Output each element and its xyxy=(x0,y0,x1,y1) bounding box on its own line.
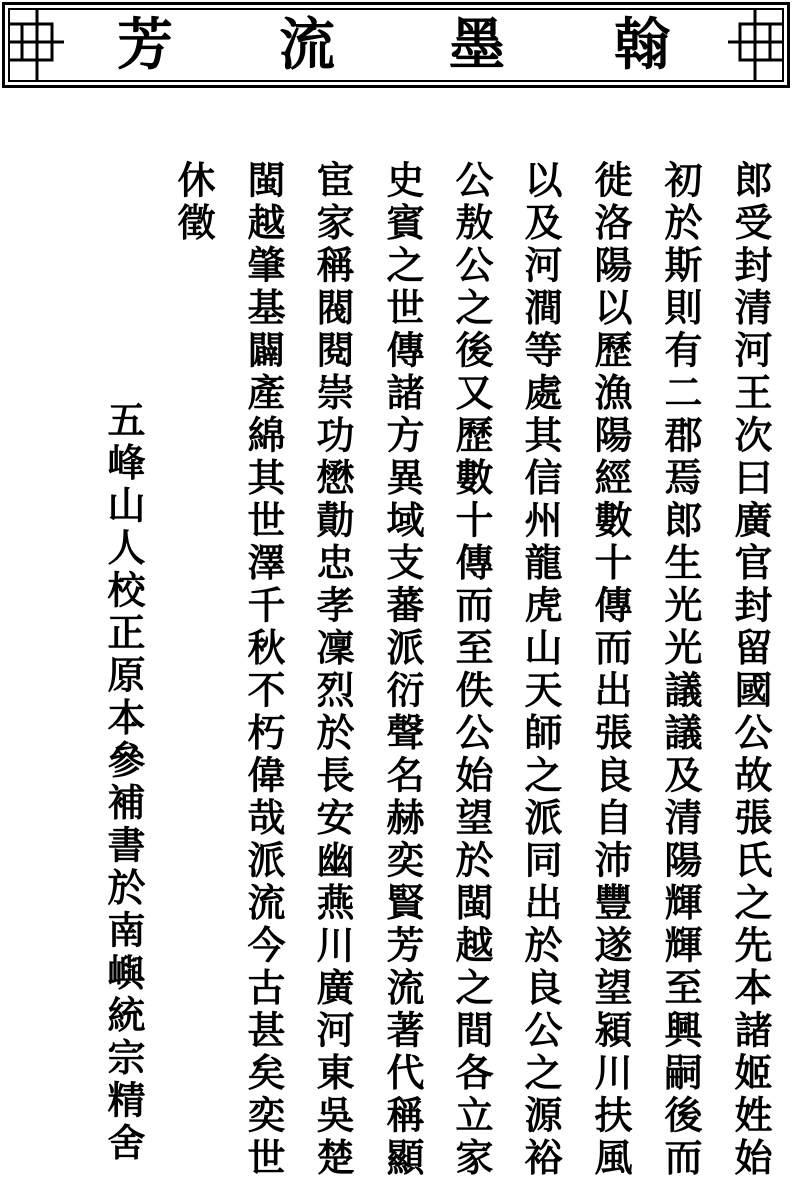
title-char-3: 墨 xyxy=(449,12,505,78)
text-column-9: 休徵 xyxy=(171,160,216,245)
title-char-4: 翰 xyxy=(614,12,670,78)
header-banner xyxy=(2,2,790,88)
colophon-note: 五峰山人校正原本參補書於南嶼統宗精舍 xyxy=(101,400,146,1165)
text-column-8: 閩越肇基闢產綿其世澤千秋不朽偉哉派流今古甚矣奕世 xyxy=(241,160,286,1180)
title-char-2: 流 xyxy=(279,12,335,78)
text-column-5: 公敖公之後又歷數十傳而至佚公始望於閩越之間各立家 xyxy=(449,160,494,1180)
text-column-4: 以及河澗等處其信州龍虎山天師之派同出於良公之源裕 xyxy=(518,160,563,1180)
title-char-1: 芳 xyxy=(117,12,173,78)
text-column-3: 徙洛陽以歷漁陽經數十傳而出張良自沛豐遂望潁川扶風 xyxy=(588,160,633,1180)
text-column-6: 史賓之世傳諸方異域支蕃派衍聲名赫奕賢芳流著代稱顯 xyxy=(380,160,425,1180)
right-fret-ornament xyxy=(728,10,782,80)
text-column-1: 郎受封清河王次曰廣官封留國公故張氏之先本諸姬姓始 xyxy=(728,160,773,1180)
left-fret-ornament xyxy=(10,10,64,80)
text-column-2: 初於斯則有二郡焉郎生光光議議及清陽輝輝至興嗣後而 xyxy=(658,160,703,1180)
text-column-7: 宦家稱閥閱崇功懋勣忠孝凜烈於長安幽燕川廣河東吳楚 xyxy=(310,160,355,1180)
